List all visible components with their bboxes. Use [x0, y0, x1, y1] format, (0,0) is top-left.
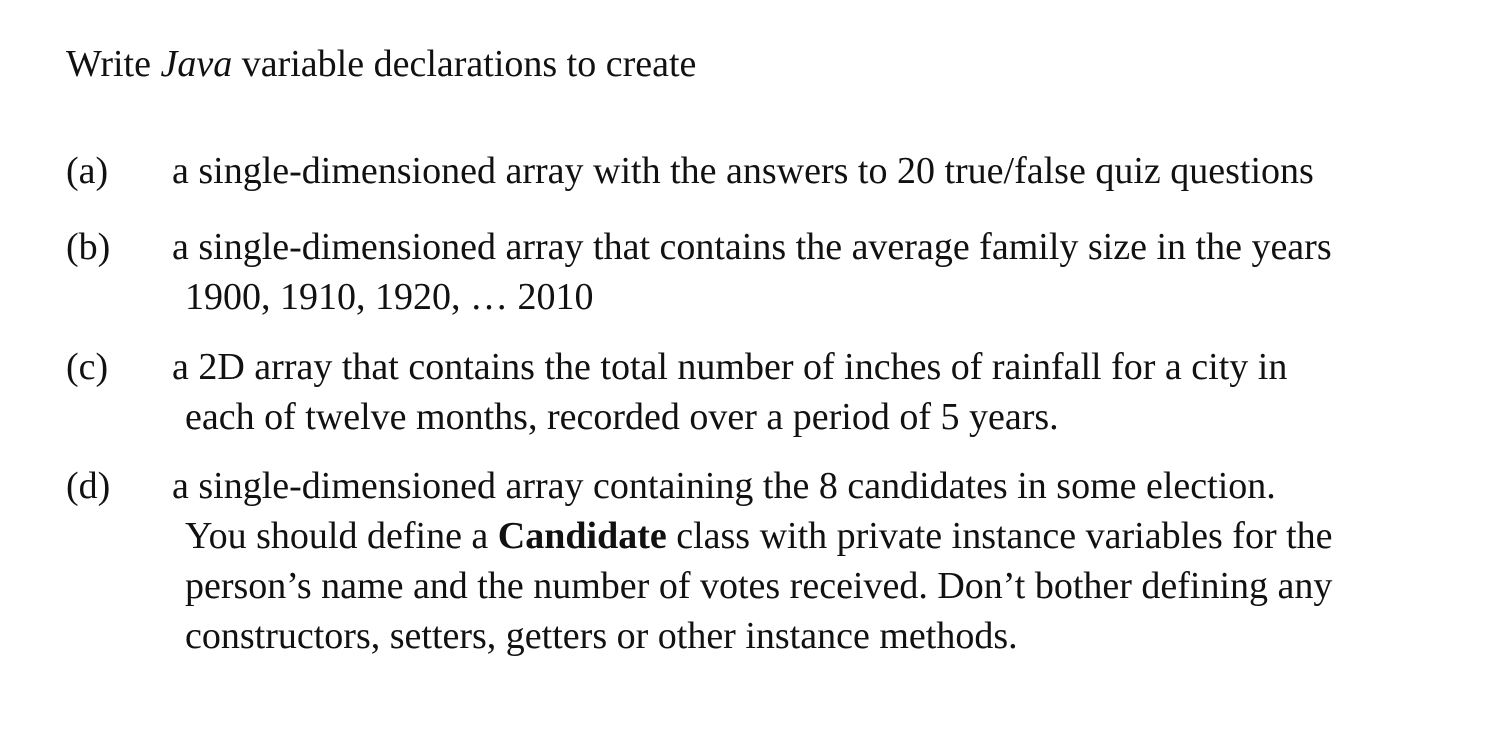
item-label: (a): [66, 150, 109, 192]
item-line: 1900, 1910, 1920, … 2010: [185, 276, 594, 318]
instruction-heading: [66, 40, 696, 88]
intro-language: Java: [160, 43, 233, 85]
intro-suffix: variable declarations to create: [232, 43, 697, 85]
item-text: [172, 461, 1333, 661]
item-line: a single-dimensioned array that contains the average family size in the years: [172, 226, 1332, 268]
item-text: [172, 222, 1332, 322]
class-name-candidate: Candidate: [497, 515, 667, 557]
item-line: person’s name and the number of votes received. Don’t bother defining any: [185, 565, 1333, 607]
item-line: a single-dimensioned array containing the 8 candidates in some election.: [172, 465, 1276, 507]
item-line: constructors, setters, getters or other instance methods.: [185, 615, 1018, 657]
item-line: [172, 511, 1333, 561]
item-label: (d): [66, 465, 111, 507]
item-line-prefix: You should define a: [185, 515, 498, 557]
item-line: a single-dimensioned array with the answers to 20 true/false quiz questions: [172, 150, 1314, 192]
item-line: each of twelve months, recorded over a period of 5 years.: [185, 396, 1059, 438]
item-text: [172, 146, 1314, 196]
item-label: (c): [66, 346, 109, 388]
item-line: a 2D array that contains the total number of inches of rainfall for a city in: [172, 346, 1288, 388]
item-label: (b): [66, 226, 111, 268]
item-text: [172, 342, 1287, 442]
intro-prefix: Write: [66, 43, 161, 85]
item-line-suffix: class with private instance variables for the: [676, 515, 1333, 557]
